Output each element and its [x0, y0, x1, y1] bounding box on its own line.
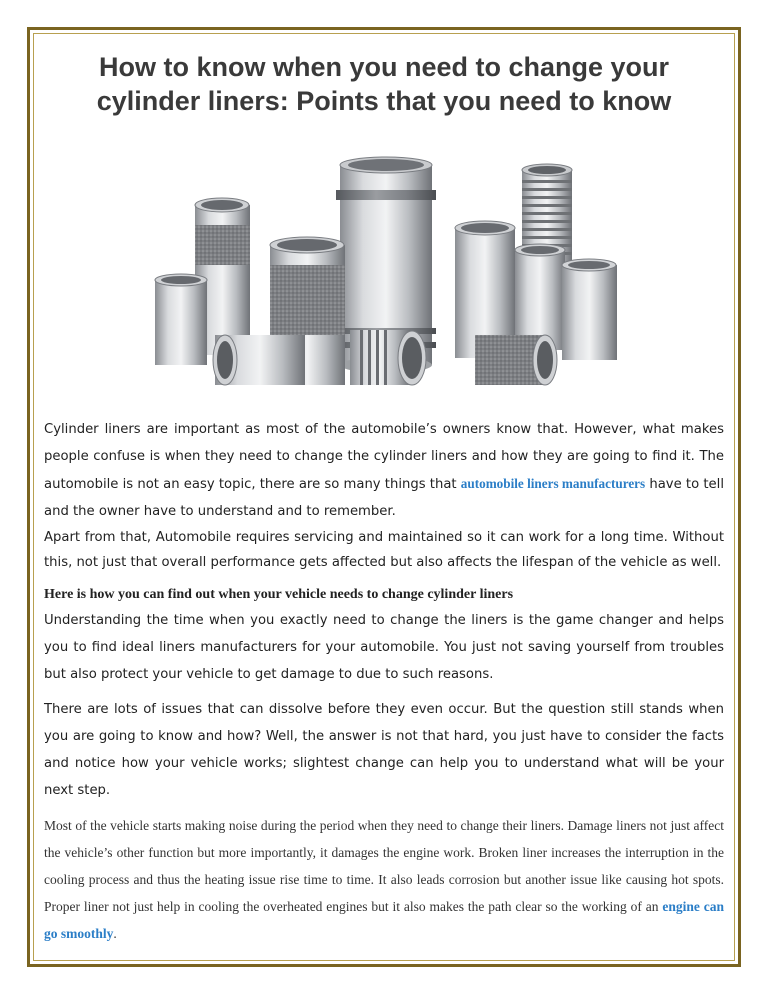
liner-right-short [515, 244, 565, 350]
link-engine-can-go-smoothly[interactable]: engine can go smoothly [44, 899, 724, 941]
paragraph-issues: There are lots of issues that can dissolve before they even occur. But the question still stands when you are going to know and how? Well, the answer is not that hard, you just have to consider the facts and notice how your vehicle works; slightest change can help you to understand what will be your next step. [44, 702, 724, 798]
liner-front-grooved [350, 330, 426, 385]
paragraph-noise-end: . [113, 926, 117, 941]
liner-left-small [155, 274, 207, 365]
title-block [44, 44, 724, 118]
page-title: How to know when you need to change your cylinder liners: Points that you need to know [96, 52, 672, 116]
article-body [44, 416, 724, 947]
liner-left-front [213, 335, 305, 385]
paragraph-intro-text: Cylinder liners are important as most of the automobile’s owners know that. However, what makes people confuse is when they need to change the cylinder liners and how they are going to find it. The automobile is not an easy topic, there are so many things that [44, 422, 724, 492]
paragraph-intro-text-end: have to tell and the owner have to understand and to remember. [44, 477, 724, 519]
paragraph-noise [44, 812, 724, 947]
liner-far-right [562, 259, 617, 360]
cylinder-liners-image [150, 150, 620, 400]
paragraph-noise-text: Most of the vehicle starts making noise during the period when they need to change their liners. Damage liners not just affect the vehicle’s other function but more importantly, it damages the engine work. Broken liner increases the interruption in the cooling process and thus the heating issue rise time to time. It also leads corrosion but another issue like causing hot spots. Proper liner not just help in cooling the overheated engines but it also makes the path clear so the working of an [44, 818, 724, 914]
paragraph-intro [44, 416, 724, 525]
liner-front-right [475, 335, 557, 385]
paragraph-understanding: Understanding the time when you exactly need to change the liners is the game changer and helps you to find ideal liners manufacturers for your automobile. You just not saving yourself from troubles but also protect your vehicle to get damage to due to such reasons. [44, 613, 724, 682]
section-heading: Here is how you can find out when your vehicle needs to change cylinder liners [44, 587, 514, 602]
paragraph-servicing: Apart from that, Automobile requires servicing and maintained so it can work for a long time. Without this, not just that overall performance gets affected but also affects the lifespan of the vehicle as well. [44, 530, 724, 570]
link-automobile-liners-manufacturers[interactable]: automobile liners manufacturers [460, 476, 646, 491]
